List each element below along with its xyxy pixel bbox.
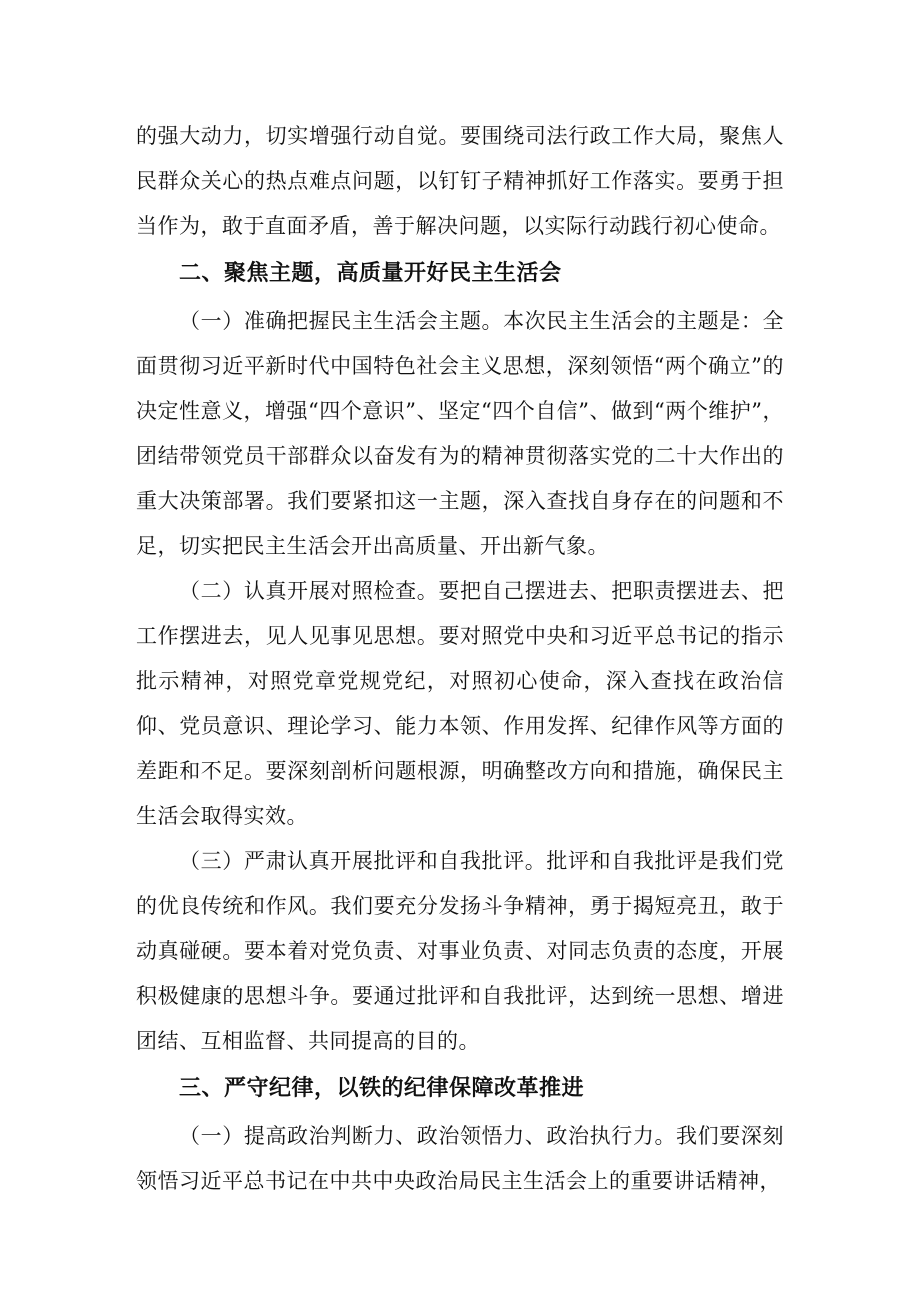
section-2-paragraph-2: （二）认真开展对照检查。要把自己摆进去、把职责摆进去、把工作摆进去，见人见事见思想。要对照党中央和习近平总书记的指示批示精神，对照党章党规党纪，对照初心使命，深入查找在政治信仰、党员意识、理论学习、能力本领、作用发挥、纪律作风等方面的差距和不足。要深刻剖析问题根源，明确整改方向和措施，确保民主生活会取得实效。: [136, 579, 784, 828]
section-2-heading: 二、聚焦主题，高质量开好民主生活会: [179, 261, 562, 286]
document-body: [136, 114, 784, 1204]
intro-paragraph: 的强大动力，切实增强行动自觉。要围绕司法行政工作大局，聚焦人民群众关心的热点难点问题，以钉钉子精神抓好工作落实。要勇于担当作为，敢于直面矛盾，善于解决问题，以实际行动践行初心使命。: [136, 124, 784, 238]
section-2-paragraph-3: （三）严肃认真开展批评和自我批评。批评和自我批评是我们党的优良传统和作风。我们要充分发扬斗争精神，勇于揭短亮丑，敢于动真碰硬。要本着对党负责、对事业负责、对同志负责的态度，开展积极健康的思想斗争。要通过批评和自我批评，达到统一思想、增进团结、互相监督、共同提高的目的。: [136, 849, 784, 1053]
section-2-paragraph-1: （一）准确把握民主生活会主题。本次民主生活会的主题是：全面贯彻习近平新时代中国特色社会主义思想，深刻领悟“两个确立”的决定性意义，增强“四个意识”、坚定“四个自信”、做到“两个维护”，团结带领党员干部群众以奋发有为的精神贯彻落实党的二十大作出的重大决策部署。我们要紧扣这一主题，深入查找自身存在的问题和不足，切实把民主生活会开出高质量、开出新气象。: [136, 309, 784, 558]
section-3-paragraph-1: （一）提高政治判断力、政治领悟力、政治执行力。我们要深刻领悟习近平总书记在中共中央政治局民主生活会上的重要讲话精神，: [136, 1124, 784, 1193]
section-3-heading: 三、严守纪律，以铁的纪律保障改革推进: [179, 1076, 585, 1101]
